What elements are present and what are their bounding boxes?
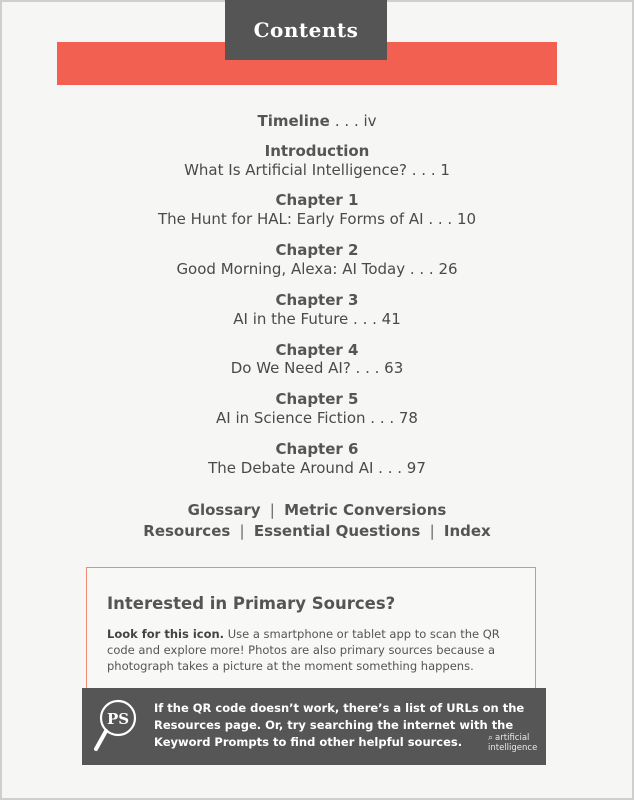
toc-entry-title[interactable]: Good Morning, Alexa: AI Today . . . 26 [176,260,458,278]
toc-heading: Chapter 3 [275,291,359,309]
toc-separator: | [429,522,435,540]
ps-icon-label: PS [106,710,130,728]
toc-heading: Chapter 6 [275,440,359,458]
toc-metric-conversions[interactable]: Metric Conversions [284,501,447,519]
toc-glossary[interactable]: Glossary [187,501,261,519]
toc-resources[interactable]: Resources [143,522,231,540]
toc-back-matter-row-2 [0,522,634,540]
toc-separator: | [239,522,245,540]
toc-back-matter-row-1 [0,501,634,519]
toc-entry-title[interactable]: What Is Artificial Intelligence? . . . 1 [184,161,450,179]
primary-sources-heading: Interested in Primary Sources? [107,594,396,613]
primary-sources-text [107,626,522,674]
toc-separator: | [269,501,275,519]
toc-entry-title[interactable]: AI in Science Fiction . . . 78 [216,409,418,427]
primary-sources-body: Use a smartphone or tablet app to scan the QR code and explore more! Photos are also primary sources because a photograph takes a picture at the moment something happens. [107,627,500,673]
header-title-tab [225,0,387,60]
toc-heading: Chapter 4 [275,341,359,359]
toc-timeline-label: Timeline [257,112,330,130]
toc-heading: Chapter 5 [275,390,359,408]
toc-entry-title[interactable]: Do We Need AI? . . . 63 [230,359,404,377]
toc-heading: Chapter 2 [275,241,359,259]
toc-timeline[interactable] [0,111,634,130]
page-title: Contents [253,18,359,42]
keyword-prompt-text: artificial intelligence [488,733,538,753]
toc-essential-questions[interactable]: Essential Questions [253,522,421,540]
ps-info-text: If the QR code doesn’t work, there’s a list of URLs on the Resources page. Or, try searching the internet with the Keyword Prompts to find other helpful sources. [154,701,525,749]
ps-info-bar [82,688,546,765]
toc-entry-title[interactable]: AI in the Future . . . 41 [233,310,401,328]
toc-timeline-page: . . . iv [334,112,377,130]
toc-index[interactable]: Index [443,522,491,540]
toc-entry-title[interactable]: The Hunt for HAL: Early Forms of AI . . . 10 [157,210,477,228]
toc-heading: Chapter 1 [275,191,359,209]
keyword-prompt [488,733,546,753]
primary-sources-lead: Look for this icon. [107,627,225,641]
toc-entry-title[interactable]: The Debate Around AI . . . 97 [208,459,426,477]
toc-heading: Introduction [264,142,370,160]
primary-sources-box [86,567,536,693]
ps-magnifier-icon [92,697,140,755]
keyword-search-icon: ⌕ [488,733,494,743]
